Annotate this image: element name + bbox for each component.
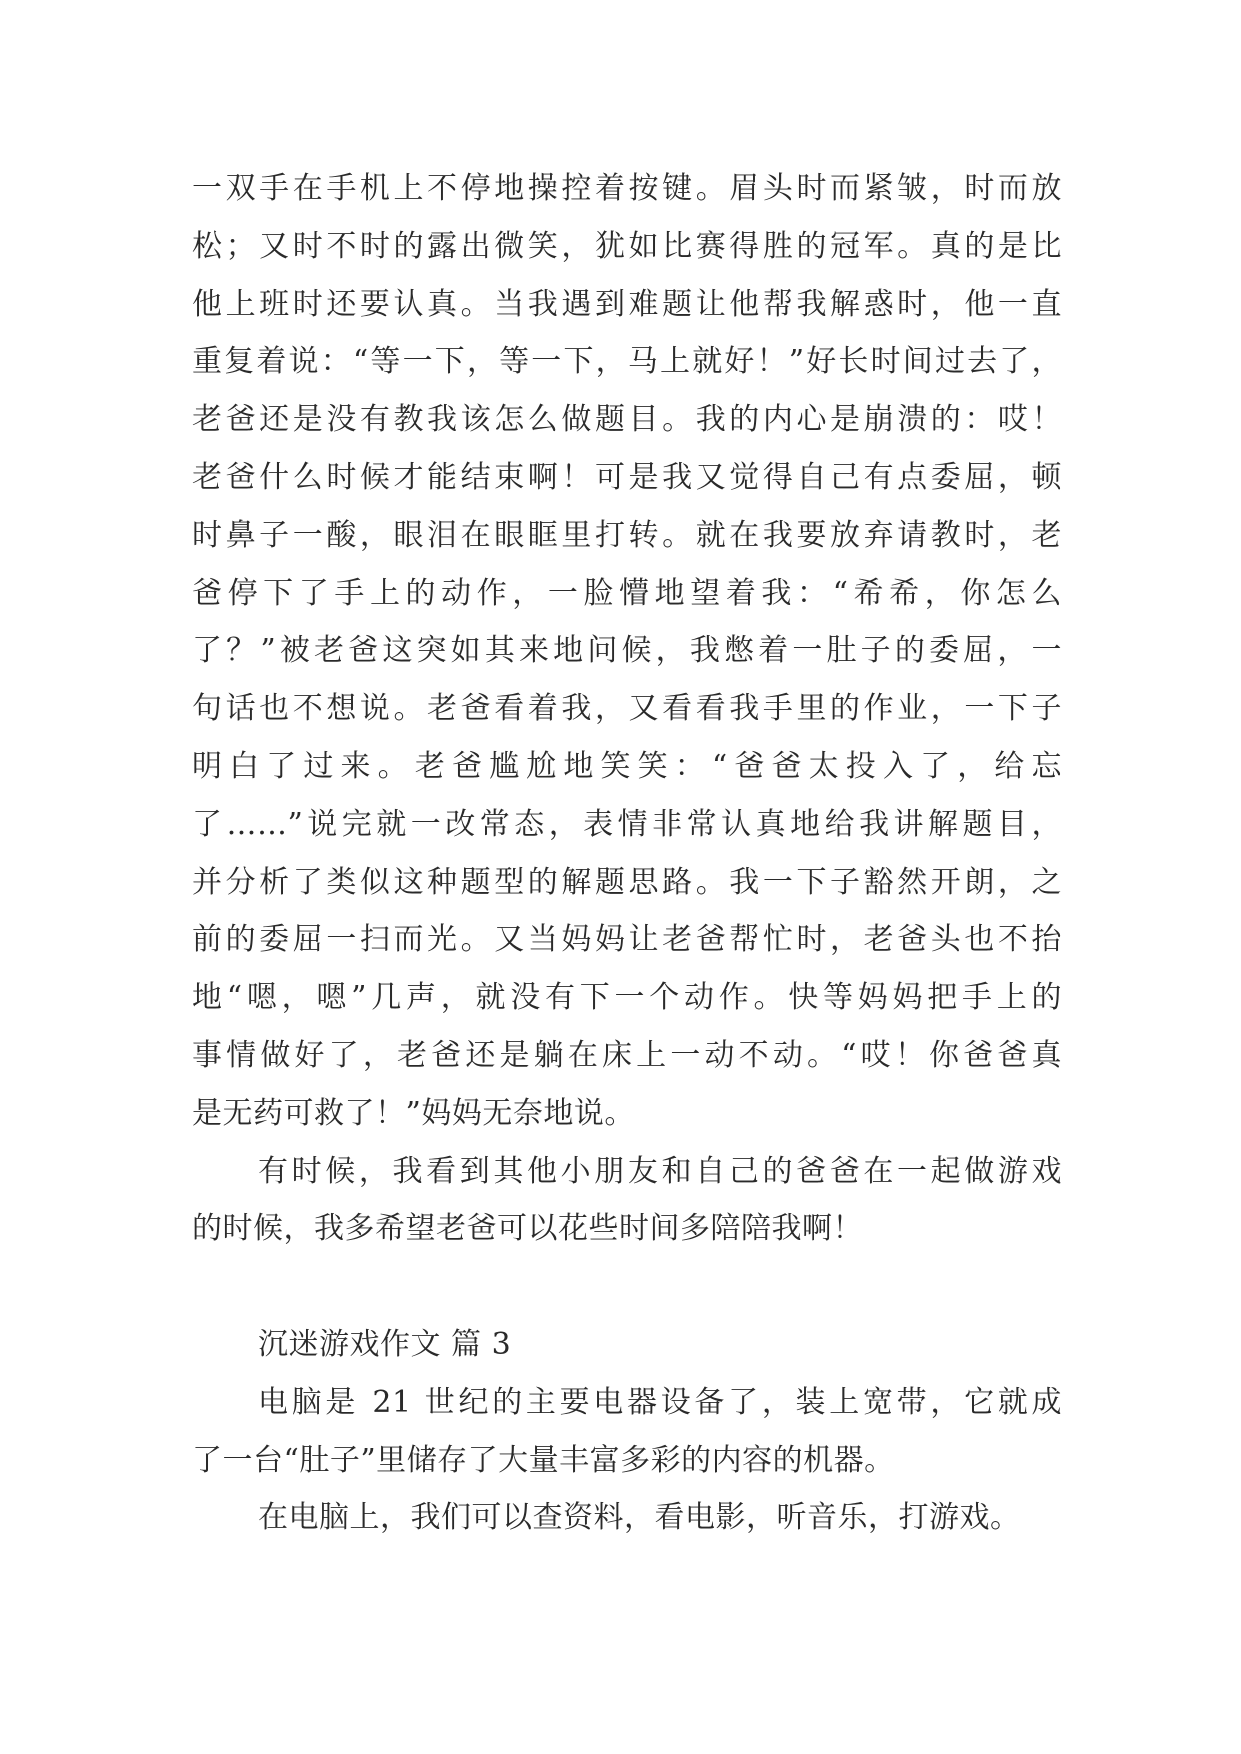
text-line: 了……”说完就一改常态，表情非常认真地给我讲解题目， xyxy=(192,806,1062,842)
text-line: 时鼻子一酸，眼泪在眼眶里打转。就在我要放弃请教时，老 xyxy=(192,517,1062,553)
text-line: 老爸还是没有教我该怎么做题目。我的内心是崩溃的：哎！ xyxy=(192,402,1062,438)
text-line: 他上班时还要认真。当我遇到难题让他帮我解惑时，他一直 xyxy=(192,286,1062,322)
text-line: 地“嗯，嗯”几声，就没有下一个动作。快等妈妈把手上的 xyxy=(192,980,1062,1016)
text-line: 前的委屈一扫而光。又当妈妈让老爸帮忙时，老爸头也不抬 xyxy=(192,922,1062,958)
text-line: 事情做好了，老爸还是躺在床上一动不动。“哎！你爸爸真 xyxy=(192,1037,1062,1073)
text-line: 老爸什么时候才能结束啊！可是我又觉得自己有点委屈，顿 xyxy=(192,459,1062,495)
text-line: 电脑是 21 世纪的主要电器设备了，装上宽带，它就成 xyxy=(258,1384,1062,1420)
text-line: 松；又时不时的露出微笑，犹如比赛得胜的冠军。真的是比 xyxy=(192,228,1062,264)
text-line: 了？”被老爸这突如其来地问候，我憋着一肚子的委屈，一 xyxy=(192,633,1062,669)
text-line: 有时候，我看到其他小朋友和自己的爸爸在一起做游戏 xyxy=(258,1153,1062,1189)
section-paragraph-1 xyxy=(192,1374,1062,1490)
document-body xyxy=(192,160,1062,1547)
paragraph-1 xyxy=(192,160,1062,1143)
section-heading: 沉迷游戏作文 篇 3 xyxy=(258,1326,512,1362)
text-line: 的时候，我多希望老爸可以花些时间多陪陪我啊！ xyxy=(192,1211,863,1247)
text-line: 了一台“肚子”里储存了大量丰富多彩的内容的机器。 xyxy=(192,1442,895,1478)
text-line: 句话也不想说。老爸看着我，又看看我手里的作业，一下子 xyxy=(192,691,1062,727)
text-line: 是无药可救了！”妈妈无奈地说。 xyxy=(192,1095,635,1131)
text-line: 并分析了类似这种题型的解题思路。我一下子豁然开朗，之 xyxy=(192,864,1062,900)
paragraph-2 xyxy=(192,1143,1062,1259)
blank-line xyxy=(192,1258,1062,1316)
text-line: 重复着说：“等一下，等一下，马上就好！”好长时间过去了， xyxy=(192,344,1062,380)
text-line: 在电脑上，我们可以查资料，看电影，听音乐，打游戏。 xyxy=(258,1500,1021,1536)
text-line: 爸停下了手上的动作，一脸懵地望着我：“希希，你怎么 xyxy=(192,575,1062,611)
section-paragraph-2 xyxy=(192,1489,1062,1547)
text-line: 一双手在手机上不停地操控着按键。眉头时而紧皱，时而放 xyxy=(192,171,1062,206)
text-line: 明白了过来。老爸尴尬地笑笑：“爸爸太投入了，给忘 xyxy=(192,748,1062,784)
